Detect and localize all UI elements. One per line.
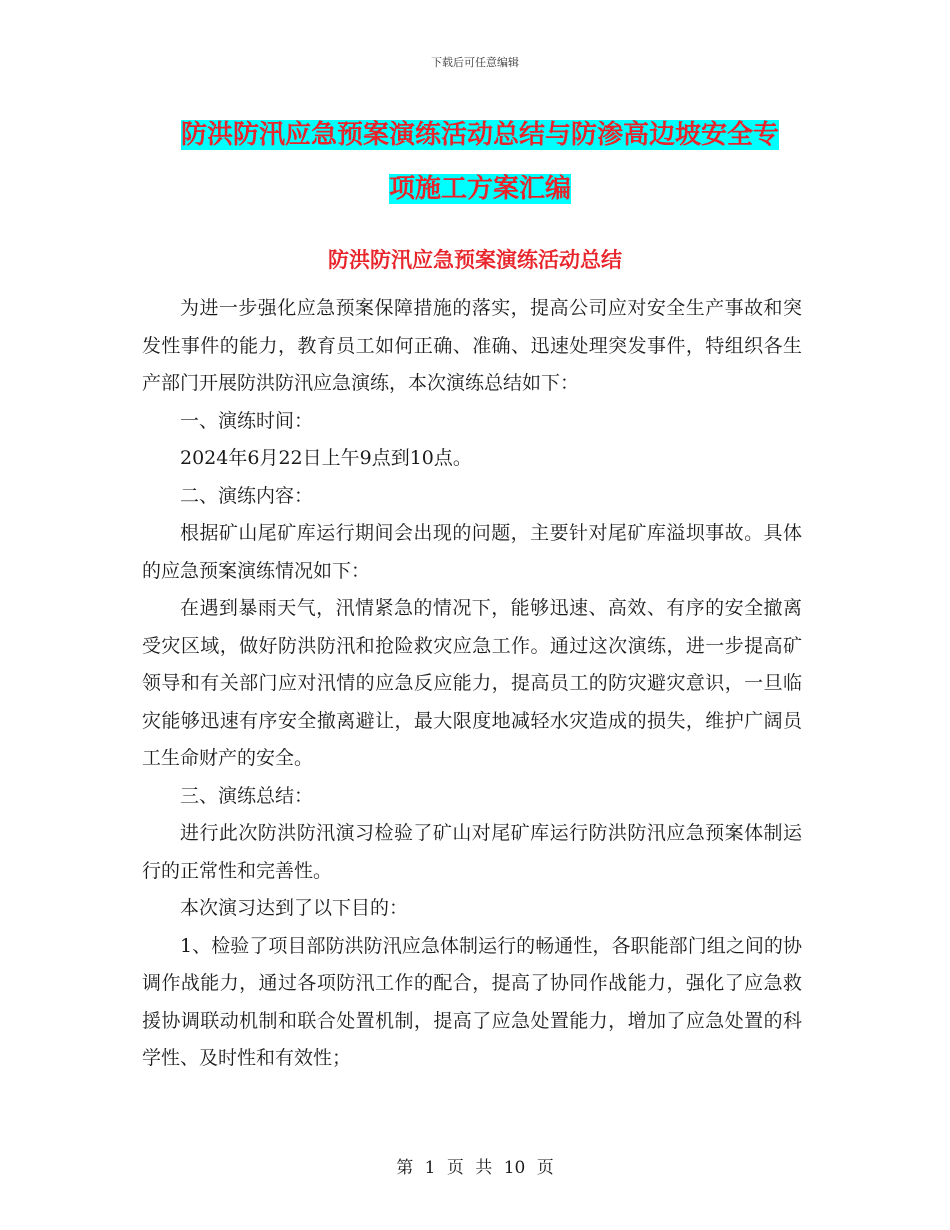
paragraph: 为进一步强化应急预案保障措施的落实，提高公司应对安全生产事故和突发性事件的能力，教育员工如何正确、准确、迅速处理突发事件，特组织各生产部门开展防洪防汛应急演练，本次演练总结如下： <box>142 297 802 394</box>
paragraph: 2024年6月22日上午9点到10点。 <box>180 447 472 469</box>
paragraph: 本次演习达到了以下目的： <box>180 897 409 919</box>
paragraph: 三、演练总结： <box>180 784 314 807</box>
document-title-line-1: 防洪防汛应急预案演练活动总结与防渗高边坡安全专 <box>180 120 779 150</box>
page-footer: 第 1 页 共 10 页 <box>396 1158 554 1178</box>
header-note: 下载后可任意编辑 <box>431 56 519 69</box>
paragraph: 二、演练内容： <box>180 484 314 507</box>
paragraph: 进行此次防洪防汛演习检验了矿山对尾矿库运行防洪防汛应急预案体制运行的正常性和完善性。 <box>142 822 802 882</box>
document-title-line-2: 项施工方案汇编 <box>388 174 571 204</box>
paragraph: 1、检验了项目部防洪防汛应急体制运行的畅通性，各职能部门组之间的协调作战能力，通过各项防汛工作的配合，提高了协同作战能力，强化了应急救援协调联动机制和联合处置机制，提高了应急处置能力，增加了应急处置的科学性、及时性和有效性； <box>142 934 802 1069</box>
paragraph: 一、演练时间： <box>180 409 314 432</box>
section-title: 防洪防汛应急预案演练活动总结 <box>328 248 622 272</box>
document-title <box>140 108 820 216</box>
document-body <box>142 290 802 1078</box>
paragraph: 在遇到暴雨天气，汛情紧急的情况下，能够迅速、高效、有序的安全撤离受灾区域，做好防洪防汛和抢险救灾应急工作。通过这次演练，进一步提高矿领导和有关部门应对汛情的应急反应能力，提高员工的防灾避灾意识，一旦临灾能够迅速有序安全撤离避让，最大限度地减轻水灾造成的损失，维护广阔员工生命财产的安全。 <box>142 597 802 769</box>
paragraph: 根据矿山尾矿库运行期间会出现的问题，主要针对尾矿库溢坝事故。具体的应急预案演练情况如下： <box>142 522 802 582</box>
